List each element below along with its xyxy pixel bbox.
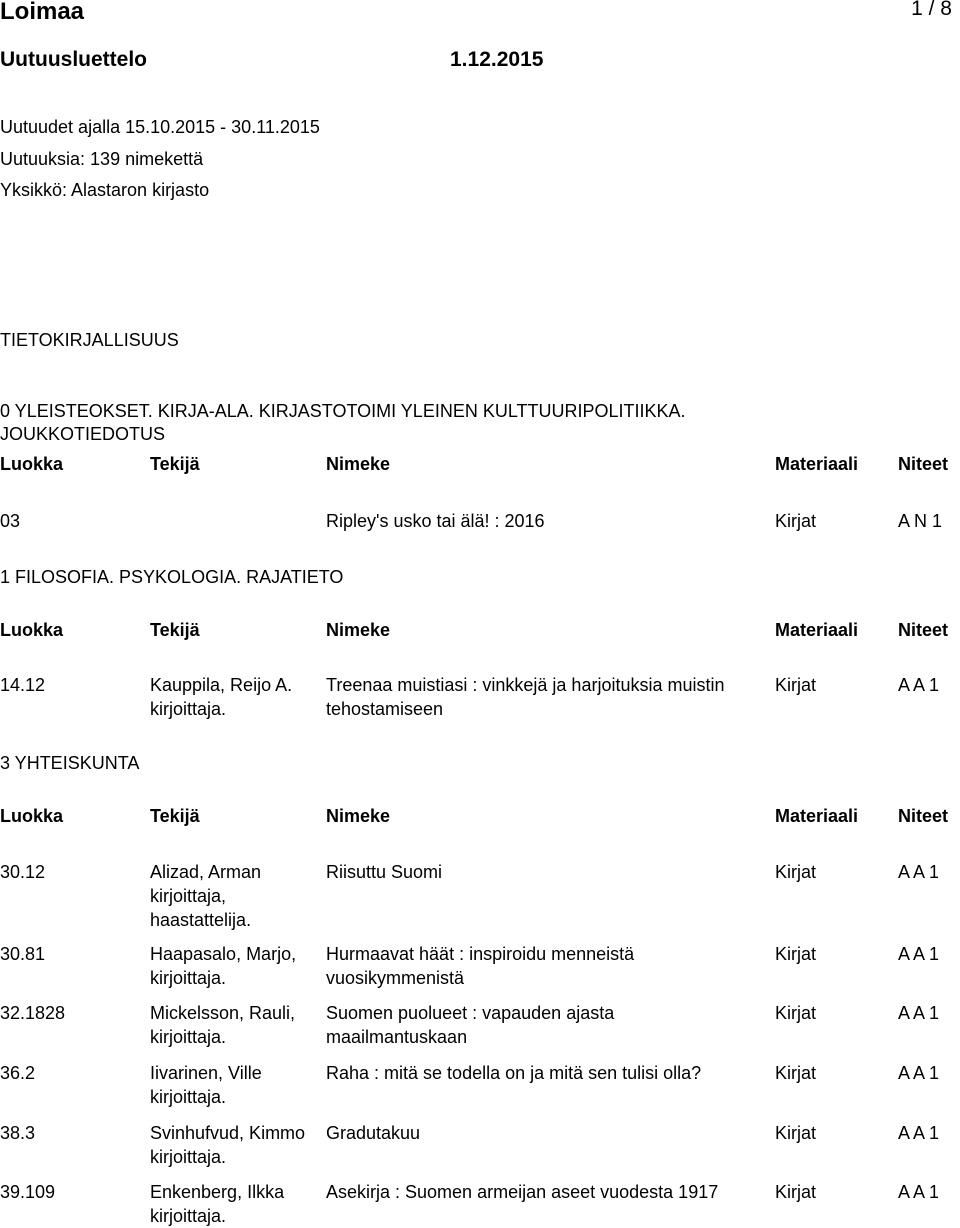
row-class: 30.12: [0, 862, 46, 882]
section-heading: TIETOKIRJALLISUUS: [0, 330, 179, 350]
list-title: Uutuusluettelo: [0, 48, 147, 71]
col-class-header: Luokka: [0, 620, 64, 640]
table-header: [0, 620, 960, 646]
col-material-header: Materiaali: [775, 806, 859, 826]
row-material: Kirjat: [775, 675, 817, 695]
list-date: 1.12.2015: [450, 48, 544, 71]
row-title: Gradutakuu: [326, 1123, 421, 1143]
category-heading: [0, 752, 139, 775]
row-author: Enkenberg, Ilkka kirjoittaja.: [150, 1182, 285, 1226]
row-count: A A 1: [898, 862, 940, 882]
row-material: Kirjat: [775, 862, 817, 882]
row-count: A A 1: [898, 675, 940, 695]
row-count: A N 1: [898, 511, 943, 531]
row-count: A A 1: [898, 1003, 940, 1023]
category-heading-line: 1 FILOSOFIA. PSYKOLOGIA. RAJATIETO: [0, 567, 344, 587]
row-author: Mickelsson, Rauli, kirjoittaja.: [150, 1003, 296, 1047]
row-author: Alizad, Arman kirjoittaja, haastattelija.: [150, 862, 262, 930]
row-class: 38.3: [0, 1123, 36, 1143]
row-count: A A 1: [898, 1063, 940, 1083]
col-count-header: Niteet: [898, 454, 949, 474]
row-class: 03: [0, 511, 21, 531]
row-material: Kirjat: [775, 1003, 817, 1023]
count-line: Uutuuksia: 139 nimekettä: [0, 149, 204, 169]
page-header: [0, 0, 960, 28]
row-title: Asekirja : Suomen armeijan aseet vuodesta 1917: [326, 1182, 719, 1202]
row-material: Kirjat: [775, 944, 817, 964]
category-heading: [0, 400, 686, 446]
row-count: A A 1: [898, 1182, 940, 1202]
row-material: Kirjat: [775, 511, 817, 531]
row-title: Suomen puolueet : vapauden ajasta maailmantuskaan: [326, 1003, 615, 1047]
row-author: Iivarinen, Ville kirjoittaja.: [150, 1063, 262, 1107]
page-indicator: 1 / 8: [911, 0, 952, 20]
category-heading-line: JOUKKOTIEDOTUS: [0, 424, 166, 444]
col-count-header: Niteet: [898, 620, 949, 640]
col-material-header: Materiaali: [775, 620, 859, 640]
row-count: A A 1: [898, 944, 940, 964]
row-class: 32.1828: [0, 1003, 66, 1023]
col-title-header: Nimeke: [326, 806, 391, 826]
row-material: Kirjat: [775, 1182, 817, 1202]
row-title: Treenaa muistiasi : vinkkejä ja harjoituksia muistin tehostamiseen: [326, 675, 725, 719]
category-heading-line: 3 YHTEISKUNTA: [0, 753, 140, 773]
row-title: Hurmaavat häät : inspiroidu menneistä vuosikymmenistä: [326, 944, 635, 988]
document-title: [0, 48, 544, 72]
table-header: [0, 454, 960, 480]
col-class-header: Luokka: [0, 454, 64, 474]
table-header: [0, 806, 960, 832]
col-count-header: Niteet: [898, 806, 949, 826]
col-title-header: Nimeke: [326, 620, 391, 640]
period-line: Uutuudet ajalla 15.10.2015 - 30.11.2015: [0, 117, 320, 137]
category-heading: [0, 566, 343, 589]
row-title: Raha : mitä se todella on ja mitä sen tulisi olla?: [326, 1063, 702, 1083]
row-class: 36.2: [0, 1063, 36, 1083]
municipality-name: Loimaa: [0, 0, 85, 25]
row-class: 39.109: [0, 1182, 56, 1202]
col-class-header: Luokka: [0, 806, 64, 826]
col-material-header: Materiaali: [775, 454, 859, 474]
col-author-header: Tekijä: [150, 806, 200, 826]
col-title-header: Nimeke: [326, 454, 391, 474]
col-author-header: Tekijä: [150, 620, 200, 640]
row-title: Riisuttu Suomi: [326, 862, 443, 882]
row-author: Svinhufvud, Kimmo kirjoittaja.: [150, 1123, 306, 1167]
row-class: 14.12: [0, 675, 46, 695]
unit-line: Yksikkö: Alastaron kirjasto: [0, 180, 210, 200]
col-author-header: Tekijä: [150, 454, 200, 474]
row-class: 30.81: [0, 944, 46, 964]
row-material: Kirjat: [775, 1063, 817, 1083]
row-count: A A 1: [898, 1123, 940, 1143]
row-author: Kauppila, Reijo A. kirjoittaja.: [150, 675, 293, 719]
row-author: Haapasalo, Marjo, kirjoittaja.: [150, 944, 297, 988]
category-heading-line: 0 YLEISTEOKSET. KIRJA-ALA. KIRJASTOTOIMI YLEINEN KULTTUURIPOLITIIKKA.: [0, 401, 686, 421]
row-material: Kirjat: [775, 1123, 817, 1143]
row-title: Ripley's usko tai älä! : 2016: [326, 511, 545, 531]
